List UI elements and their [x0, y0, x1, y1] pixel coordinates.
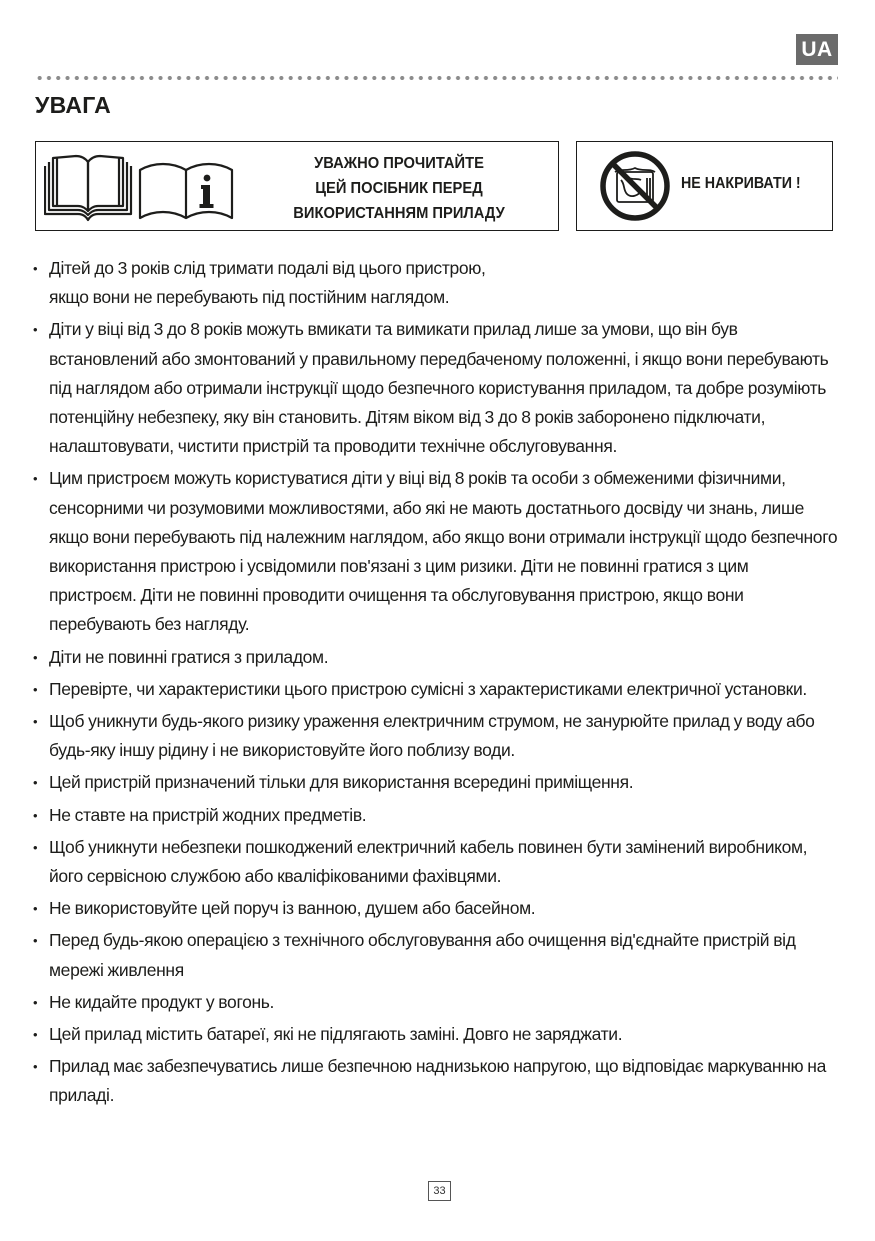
safety-rule-item: [33, 315, 838, 461]
read-manual-line-3: ВИКОРИСТАННЯМ ПРИЛАДУ: [293, 205, 505, 222]
bullet-icon: •: [33, 901, 38, 917]
read-manual-notice: [35, 141, 559, 231]
open-book-icon: [45, 156, 131, 220]
safety-rule-item: [33, 254, 838, 312]
safety-rule-text: Перед будь-якою операцією з технічного обслуговування або очищення від'єднайте пристрій від мережі живлення: [49, 930, 796, 980]
bullet-icon: •: [33, 807, 38, 823]
read-manual-line-2: ЦЕЙ ПОСІБНИК ПЕРЕД: [315, 180, 483, 197]
do-not-cover-label: НЕ НАКРИВАТИ !: [681, 175, 801, 192]
safety-rule-item: [33, 1020, 838, 1049]
read-manual-icons: [44, 152, 259, 222]
safety-rule-item: [33, 768, 838, 797]
safety-rule-item: [33, 894, 838, 923]
safety-rule-item: [33, 926, 838, 984]
safety-rule-item: [33, 643, 838, 672]
safety-rule-text: Не ставте на пристрій жодних предметів.: [49, 804, 367, 825]
safety-rule-item: [33, 988, 838, 1017]
bullet-icon: •: [33, 261, 38, 276]
safety-rule-item: [33, 707, 838, 765]
bullet-icon: •: [33, 1059, 38, 1075]
safety-rule-text: Не кидайте продукт у вогонь.: [49, 991, 275, 1012]
language-badge: UA: [796, 34, 838, 65]
bullet-icon: •: [33, 994, 38, 1010]
safety-rule-text: Щоб уникнути небезпеки пошкоджений електричний кабель повинен бути замінений виробником, його сервісною службою або кваліфікованими фахівцями.: [49, 836, 808, 887]
bullet-icon: •: [33, 933, 38, 949]
safety-rule-text: Щоб уникнути будь-якого ризику ураження електричним струмом, не занурюйте прилад у воду або будь-яку іншу рідину і не використовуйте його поблизу води.: [49, 711, 815, 761]
bullet-icon: •: [33, 775, 38, 791]
do-not-cover-icon: [599, 150, 671, 222]
safety-rule-item: [33, 801, 838, 830]
safety-rule-text: Не використовуйте цей поруч із ванною, душем або басейном.: [49, 898, 536, 919]
read-manual-text: [256, 151, 541, 226]
bullet-icon: •: [33, 839, 38, 855]
safety-rule-item: [33, 464, 838, 639]
safety-rule-text: Цей прилад містить батареї, які не підлягають заміні. Довго не заряджати.: [49, 1024, 623, 1045]
safety-rule-text: Діти не повинні гратися з приладом.: [49, 646, 329, 667]
safety-rule-item: [33, 675, 838, 704]
bullet-icon: •: [33, 649, 38, 665]
bullet-icon: •: [33, 714, 38, 730]
safety-rule-text: Діти у віці від 3 до 8 років можуть вмикати та вимикати прилад лише за умови, що він був встановлений або змонтований у правильному передбаченому положенні, і якщо вони перебувають під наглядом або отримали інструкції щодо безпечного користування приладом, та добре розуміють потенційну небезпеку, яку він становить. Дітям віком від 3 до 8 років заборонено підключати, налаштовувати, чистити пристрій та проводити технічне обслуговування.: [49, 319, 829, 457]
do-not-cover-notice: [576, 141, 833, 231]
safety-rule-text: Цим пристроєм можуть користуватися діти у віці від 8 років та особи з обмеженими фізичними, сенсорними чи розумовими можливостями, або які не мають достатнього досвіду чи знань, лише якщо вони перебувають під належним наглядом, або якщо вони отримали інструкції щодо безпечного використання пристрою і усвідомили пов'язані з цим ризики. Діти не повинні гратися з цим пристроєм. Діти не повинні проводити очищення та обслуговування пристрою, якщо вони перебувають без нагляду.: [49, 468, 838, 635]
page-title: УВАГА: [35, 92, 112, 118]
safety-rule-item: [33, 833, 838, 891]
read-manual-line-1: УВАЖНО ПРОЧИТАЙТЕ: [314, 155, 484, 172]
bullet-icon: •: [33, 1027, 38, 1043]
bullet-icon: •: [33, 471, 38, 487]
page-number: 33: [428, 1181, 451, 1201]
bullet-icon: •: [33, 322, 38, 338]
info-manual-icon: [140, 164, 232, 218]
safety-rules-list: [33, 254, 838, 1114]
safety-rule-text: Перевірте, чи характеристики цього пристрою сумісні з характеристиками електричної установки.: [49, 678, 807, 699]
safety-rule-text: Дітей до 3 років слід тримати подалі від цього пристрою, якщо вони не перебувають під постійним наглядом.: [49, 258, 486, 308]
safety-rule-item: [33, 1052, 838, 1110]
safety-rule-text: Прилад має забезпечуватись лише безпечною наднизькою напругою, що відповідає маркуванню на приладі.: [49, 1056, 826, 1106]
bullet-icon: •: [33, 681, 38, 697]
dotted-divider: [35, 75, 838, 81]
safety-rule-text: Цей пристрій призначений тільки для використання всередині приміщення.: [49, 772, 634, 793]
